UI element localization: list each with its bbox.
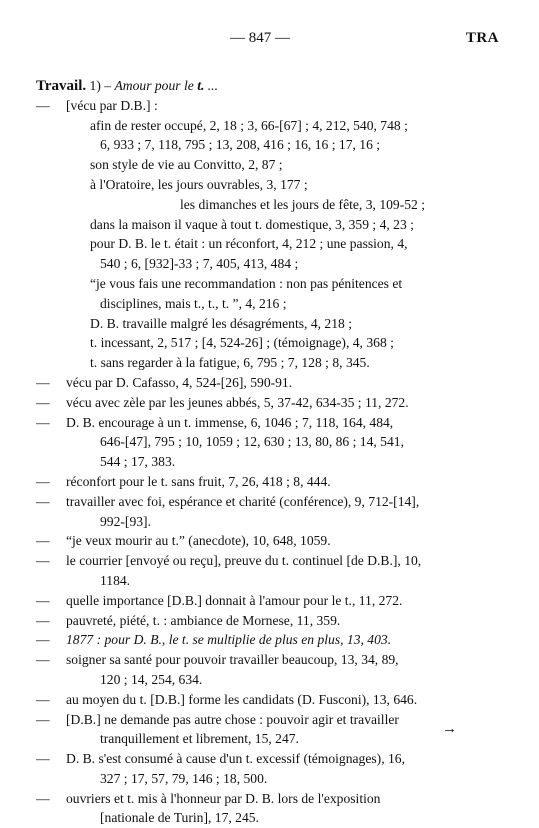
index-line: 6, 933 ; 7, 118, 795 ; 13, 208, 416 ; 16, 16 ; 17, 16 ; xyxy=(100,137,381,153)
page-number: — 847 — xyxy=(230,30,290,46)
index-line: — pauvreté, piété, t. : ambiance de Mornese, 11, 359. xyxy=(36,612,341,628)
index-line: — [vécu par D.B.] : xyxy=(36,97,158,113)
entry-headword: Travail. xyxy=(36,78,87,94)
index-line: — travailler avec foi, espérance et charité (conférence), 9, 712-[14], xyxy=(36,493,420,509)
index-line: tranquillement et librement, 15, 247. xyxy=(100,731,299,747)
entry-headword-line xyxy=(36,76,506,96)
sense-text: Amour pour le xyxy=(114,78,194,93)
index-line: disciplines, mais t., t., t. ”, 4, 216 ; xyxy=(100,295,287,311)
sense-ellipsis: ... xyxy=(207,78,218,93)
index-line: 544 ; 17, 383. xyxy=(100,454,176,470)
index-line: — réconfort pour le t. sans fruit, 7, 26, 418 ; 8, 444. xyxy=(36,473,331,489)
index-line: t. sans regarder à la fatigue, 6, 795 ; 7, 128 ; 8, 345. xyxy=(90,355,370,371)
index-line: 1184. xyxy=(100,572,131,588)
page-header xyxy=(0,30,539,52)
index-line: — vécu avec zèle par les jeunes abbés, 5, 37-42, 634-35 ; 11, 272. xyxy=(36,394,409,410)
index-line: — “je veux mourir au t.” (anecdote), 10, 648, 1059. xyxy=(36,533,331,549)
index-line: — D. B. s'est consumé à cause d'un t. excessif (témoignages), 16, xyxy=(36,751,405,767)
index-line: — quelle importance [D.B.] donnait à l'amour pour le t., 11, 272. xyxy=(36,592,403,608)
index-line: — 1877 : pour D. B., le t. se multiplie de plus en plus, 13, 403. xyxy=(36,632,392,648)
index-line: — D. B. encourage à un t. immense, 6, 1046 ; 7, 118, 164, 484, xyxy=(36,414,394,430)
index-line: pour D. B. le t. était : un réconfort, 4, 212 ; une passion, 4, xyxy=(90,236,408,252)
index-line: “je vous fais une recommandation : non pas pénitences et xyxy=(90,275,403,291)
index-line: 120 ; 14, 254, 634. xyxy=(100,671,203,687)
index-line: les dimanches et les jours de fête, 3, 109-52 ; xyxy=(180,196,425,212)
index-line: 327 ; 17, 57, 79, 146 ; 18, 500. xyxy=(100,770,268,786)
index-line: [nationale de Turin], 17, 245. xyxy=(100,810,259,826)
index-line: afin de rester occupé, 2, 18 ; 3, 66-[67] ; 4, 212, 540, 748 ; xyxy=(90,117,408,133)
sense-abbr: t. xyxy=(197,78,205,93)
index-line: — ouvriers et t. mis à l'honneur par D. B. lors de l'exposition xyxy=(36,790,381,806)
index-line: 540 ; 6, [932]-33 ; 7, 405, 413, 484 ; xyxy=(100,256,299,272)
index-line: D. B. travaille malgré les désagréments, 4, 218 ; xyxy=(90,315,352,331)
index-line: 992-[93]. xyxy=(100,513,151,529)
continuation-arrow-icon: → xyxy=(442,721,457,737)
index-line: — vécu par D. Cafasso, 4, 524-[26], 590-91. xyxy=(36,374,293,390)
index-entries xyxy=(36,76,506,828)
index-line: à l'Oratoire, les jours ouvrables, 3, 177 ; xyxy=(90,176,308,192)
index-line: 646-[47], 795 ; 10, 1059 ; 12, 630 ; 13, 80, 86 ; 14, 541, xyxy=(100,434,404,450)
running-head: TRA xyxy=(465,30,499,46)
index-line: — [D.B.] ne demande pas autre chose : pouvoir agir et travailler xyxy=(36,711,399,727)
index-line: — au moyen du t. [D.B.] forme les candidats (D. Fusconi), 13, 646. xyxy=(36,691,418,707)
index-line: — le courrier [envoyé ou reçu], preuve du t. continuel [de D.B.], 10, xyxy=(36,553,422,569)
index-line: t. incessant, 2, 517 ; [4, 524-26] ; (témoignage), 4, 368 ; xyxy=(90,335,394,351)
sense-label: 1) – xyxy=(89,78,112,93)
index-line: dans la maison il vaque à tout t. domestique, 3, 359 ; 4, 23 ; xyxy=(90,216,414,232)
index-line: — soigner sa santé pour pouvoir travailler beaucoup, 13, 34, 89, xyxy=(36,652,399,668)
index-line: son style de vie au Convitto, 2, 87 ; xyxy=(90,157,283,173)
